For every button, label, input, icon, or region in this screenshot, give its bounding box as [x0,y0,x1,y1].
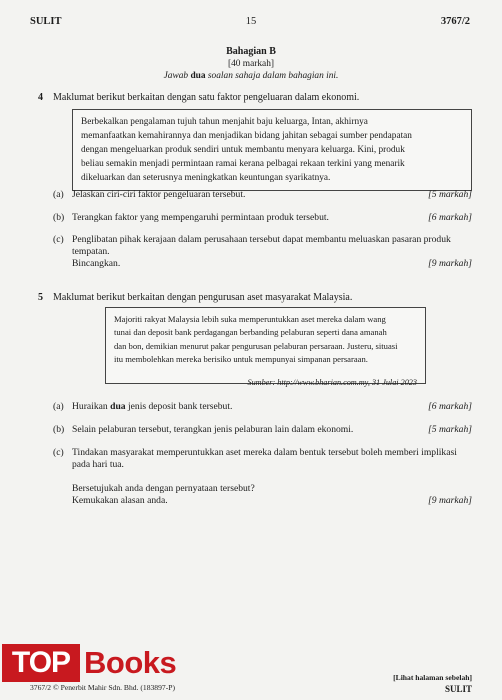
q5a-text: Huraikan dua jenis deposit bank tersebut. [72,401,233,412]
section-instruction: Jawab dua soalan sahaja dalam bahagian ini. [163,71,339,81]
q5a-marks: [6 markah] [428,401,472,412]
q4a-text: Jelaskan ciri-ciri faktor pengeluaran tersebut. [72,189,246,200]
q5c-line2: pada hari tua. [72,459,124,470]
logo-books-text: Books [84,645,177,680]
q5c-line4: Kemukakan alasan anda. [72,495,168,506]
q4b-marks: [6 markah] [428,212,472,223]
header-paper-code: 3767/2 [440,16,470,27]
logo-top-block: TOP [2,644,80,682]
header-confidential: SULIT [30,16,62,27]
question-5-number: 5 [38,292,43,303]
page-number: 15 [245,16,257,27]
passage-line: beliau semakin menjadi permintaan ramai kerana pelbagai rekaan terkini yang menarik [81,159,405,169]
q5c-line3: Bersetujukah anda dengan pernyataan tersebut? [72,483,255,494]
q4c-label: (c) [53,234,64,245]
q4c-line2: tempatan. [72,246,110,257]
question-4-passage [72,109,472,191]
passage-line: dan bon, demikian menurut pakar pengurusan pelaburan persaraan. Justeru, situasi [114,340,398,351]
footer-next-page: [Lihat halaman sebelah] [393,673,472,682]
q5a-label: (a) [53,401,64,412]
topbooks-logo [2,644,180,682]
section-marks: [40 markah] [227,59,275,69]
section-title: Bahagian B [226,46,276,57]
question-5-stem: Maklumat berikut berkaitan dengan pengurusan aset masyarakat Malaysia. [53,292,353,303]
passage-line: Berbekalkan pengalaman tujuh tahun menjahit baju keluarga, Intan, akhirnya [81,117,368,127]
q5c-label: (c) [53,447,64,458]
q4c-marks: [9 markah] [428,258,472,269]
q4a-marks: [5 markah] [428,189,472,200]
passage-line: memanfaatkan kemahirannya dan menjadikan bidang jahitan sebagai sumber pendapatan [81,131,412,141]
q4b-text: Terangkan faktor yang mempengaruhi permintaan produk tersebut. [72,212,329,223]
passage-source: Sumber: http://www.bharian.com.my, 31 Julai 2023 [247,377,417,387]
q5c-line1: Tindakan masyarakat memperuntukkan aset mereka dalam bentuk tersebut boleh memberi implikasi [72,447,457,458]
passage-line: dikeluarkan dan seterusnya meningkatkan keuntungan syarikatnya. [81,173,331,183]
q5b-label: (b) [53,424,65,435]
q5c-marks: [9 markah] [428,495,472,506]
question-4-number: 4 [38,92,43,103]
passage-line: Majoriti rakyat Malaysia lebih suka memperuntukkan aset mereka dalam wang [114,314,386,324]
q4a-label: (a) [53,189,64,200]
footer-confidential: SULIT [444,684,472,694]
question-4-stem: Maklumat berikut berkaitan dengan satu faktor pengeluaran dalam ekonomi. [53,92,360,103]
footer-copyright: 3767/2 © Penerbit Mahir Sdn. Bhd. (183897-P) [30,683,175,692]
question-5-passage [105,307,426,387]
q5b-text: Selain pelaburan tersebut, terangkan jenis pelaburan lain dalam ekonomi. [72,424,354,435]
q4b-label: (b) [53,212,65,223]
q4c-line3: Bincangkan. [72,258,121,269]
passage-line: tunai dan deposit bank perdagangan berbanding pelaburan seperti dana amanah [114,327,387,338]
passage-line: dengan mengeluarkan produk sendiri untuk membantu menyara keluarga. Kini, produk [81,145,405,155]
q5b-marks: [5 markah] [428,424,472,435]
q4c-line1: Penglibatan pihak kerajaan dalam perusahaan tersebut dapat membantu meluaskan pasaran produk [72,234,451,245]
passage-line: itu membolehkan mereka berisiko untuk mempunyai simpanan persaraan. [114,354,368,365]
